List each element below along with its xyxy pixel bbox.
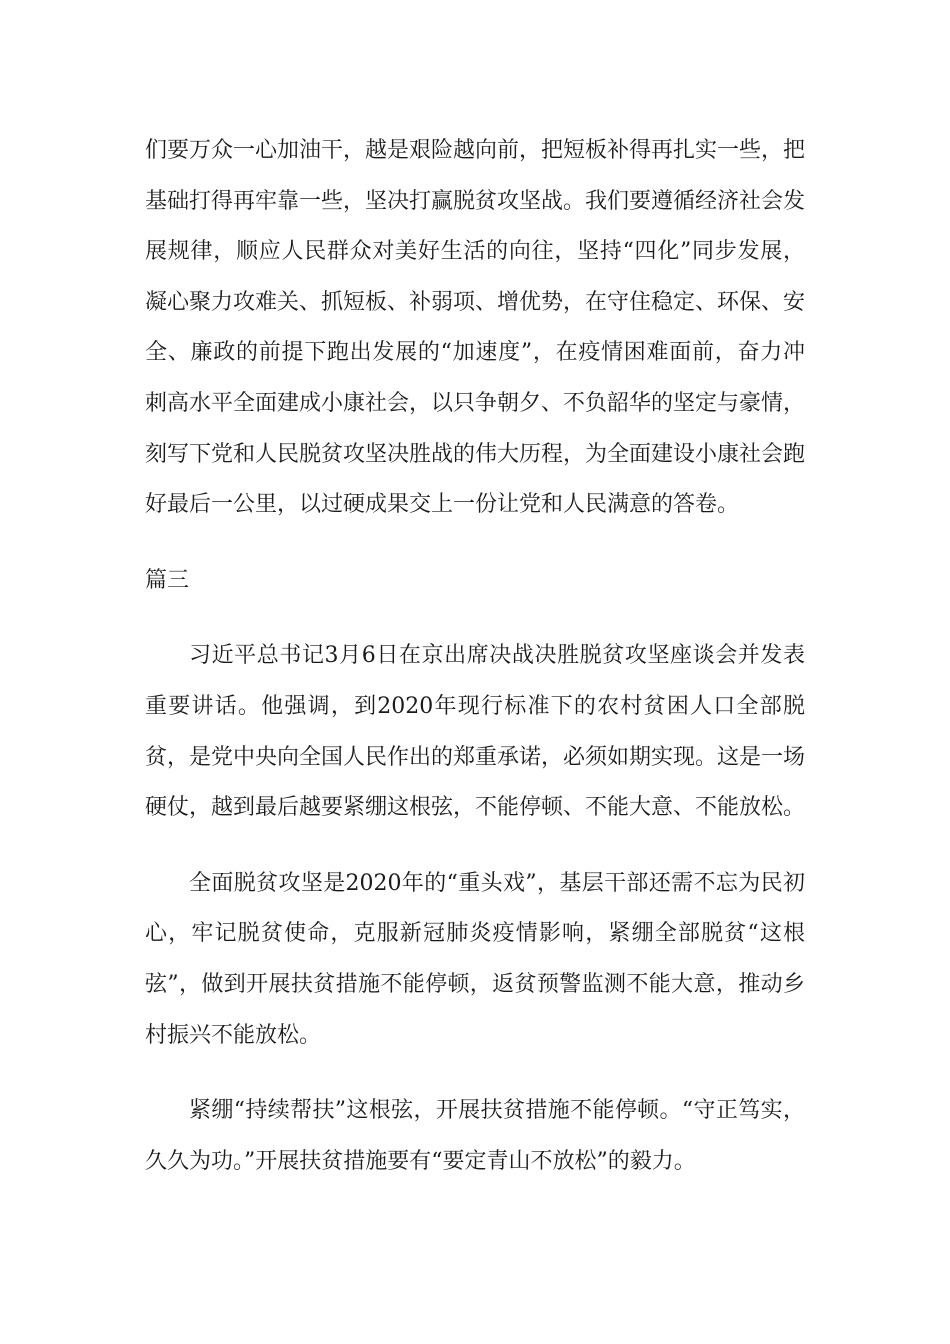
paragraph-gap [145, 531, 805, 556]
paragraph-gap [145, 1061, 805, 1086]
paragraph: 习近平总书记3月6日在京出席决战决胜脱贫攻坚座谈会并发表重要讲话。他强调，到2020年现行标准下的农村贫困人口全部脱贫，是党中央向全国人民作出的郑重承诺，必须如期实现。这是一场硬仗，越到最后越要紧绷这根弦，不能停顿、不能大意、不能放松。 [145, 643, 806, 821]
paragraph-gap [145, 606, 805, 631]
paragraph-gap [145, 834, 805, 859]
section-heading: 篇三 [145, 567, 190, 593]
paragraph: 紧绷“持续帮扶”这根弦，开展扶贫措施不能停顿。“守正笃实，久久为功。”开展扶贫措施要有“要定青山不放松”的毅力。 [145, 1098, 805, 1174]
paragraph-continuation: 们要万众一心加油干，越是艰险越向前，把短板补得再扎实一些，把基础打得再牢靠一些，坚决打赢脱贫攻坚战。我们要遵循经济社会发展规律，顺应人民群众对美好生活的向往，坚持“四化”同步发展，凝心聚力攻难关、抓短板、补弱项、增优势，在守住稳定、环保、安全、廉政的前提下跑出发展的“加速度”，在疫情困难面前，奋力冲刺高水平全面建成小康社会，以只争朝夕、不负韶华的坚定与豪情，刻写下党和人民脱贫攻坚决胜战的伟大历程，为全面建设小康社会跑好最后一公里，以过硬成果交上一份让党和人民满意的答卷。 [145, 138, 806, 518]
paragraph: 全面脱贫攻坚是2020年的“重头戏”，基层干部还需不忘为民初心，牢记脱贫使命，克服新冠肺炎疫情影响，紧绷全部脱贫“这根弦”，做到开展扶贫措施不能停顿，返贫预警监测不能大意，推动乡村振兴不能放松。 [145, 870, 805, 1048]
document-page [145, 126, 805, 1187]
